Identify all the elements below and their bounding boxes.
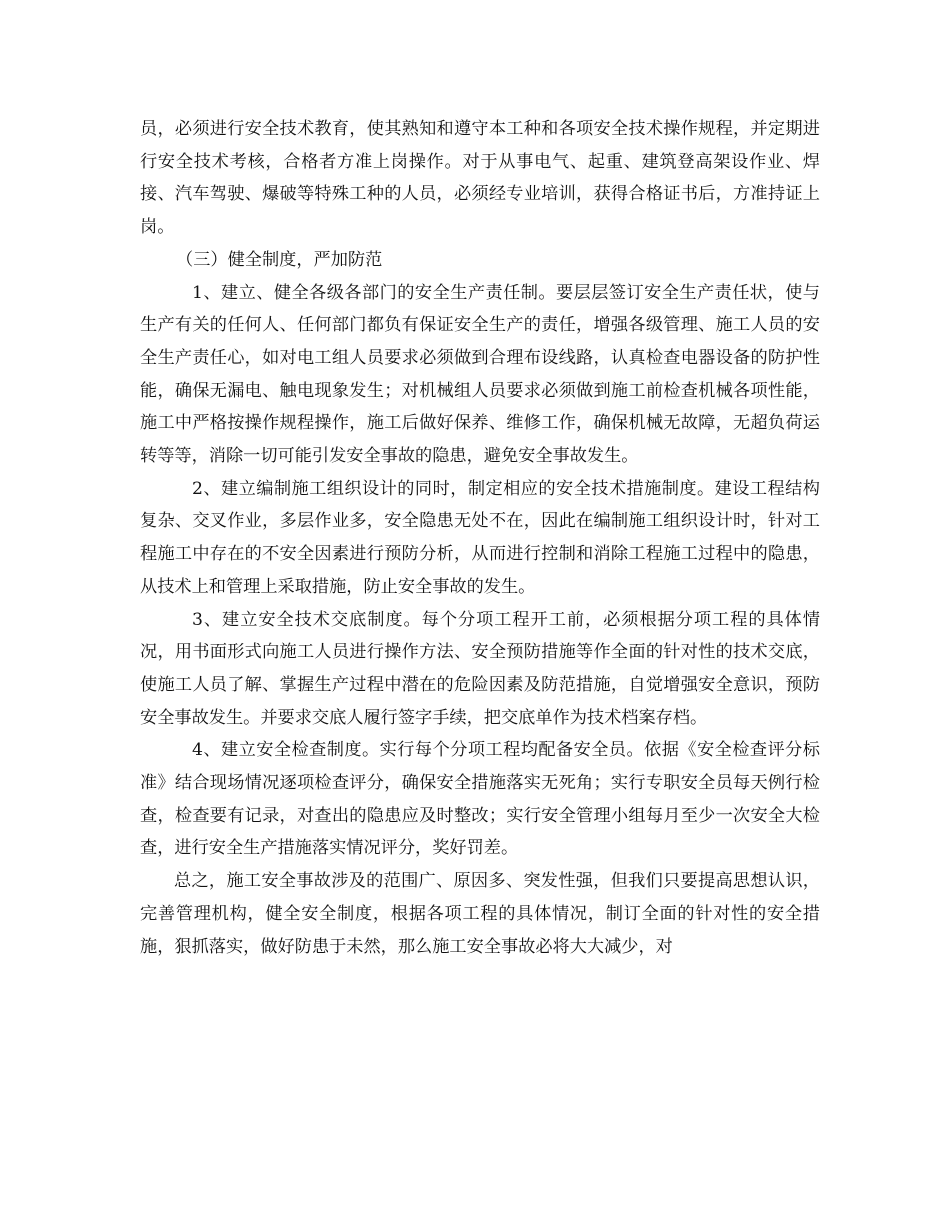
paragraph-item-4: 4、建立安全检查制度。实行每个分项工程均配备安全员。依据《安全检查评分标准》结合现场情况逐项检查评分，确保安全措施落实无死角；实行专职安全员每天例行检查，检查要有记录，对查出的隐患应及时整改；实行安全管理小组每月至少一次安全大检查，进行安全生产措施落实情况评分，奖好罚差。 bbox=[140, 740, 820, 859]
paragraph-item-1: 1、建立、健全各级各部门的安全生产责任制。要层层签订安全生产责任状，使与生产有关的任何人、任何部门都负有保证安全生产的责任，增强各级管理、施工人员的安全生产责任心，如对电工组人员要求必须做到合理布设线路，认真检查电器设备的防护性能，确保无漏电、触电现象发生；对机械组人员要求必须做到施工前检查机械各项性能，施工中严格按操作规程操作，施工后做好保养、维修工作，确保机械无故障，无超负荷运转等等，消除一切可能引发安全事故的隐患，避免安全事故发生。 bbox=[140, 282, 820, 467]
section-heading: （三）健全制度，严加防范 bbox=[176, 249, 383, 270]
paragraph-continuation: 员，必须进行安全技术教育，使其熟知和遵守本工种和各项安全技术操作规程，并定期进行安全技术考核，合格者方准上岗操作。对于从事电气、起重、建筑登高架设作业、焊接、汽车驾驶、爆破等特殊工种的人员，必须经专业培训，获得合格证书后，方准持证上岗。 bbox=[140, 119, 820, 238]
paragraph-summary: 总之，施工安全事故涉及的范围广、原因多、突发性强，但我们只要提高思想认识，完善管理机构，健全安全制度，根据各项工程的具体情况，制订全面的针对性的安全措施，狠抓落实，做好防患于未然，那么施工安全事故必将大大减少，对 bbox=[140, 871, 820, 957]
paragraph-item-3: 3、建立安全技术交底制度。每个分项工程开工前，必须根据分项工程的具体情况，用书面形式向施工人员进行操作方法、安全预防措施等作全面的针对性的技术交底，使施工人员了解、掌握生产过程中潜在的危险因素及防范措施，自觉增强安全意识，预防安全事故发生。并要求交底人履行签字手续，把交底单作为技术档案存档。 bbox=[140, 609, 820, 728]
document-body bbox=[140, 113, 820, 963]
paragraph-item-2: 2、建立编制施工组织设计的同时，制定相应的安全技术措施制度。建设工程结构复杂、交叉作业，多层作业多，安全隐患无处不在，因此在编制施工组织设计时，针对工程施工中存在的不安全因素进行预防分析，从而进行控制和消除工程施工过程中的隐患，从技术上和管理上采取措施，防止安全事故的发生。 bbox=[140, 478, 820, 597]
